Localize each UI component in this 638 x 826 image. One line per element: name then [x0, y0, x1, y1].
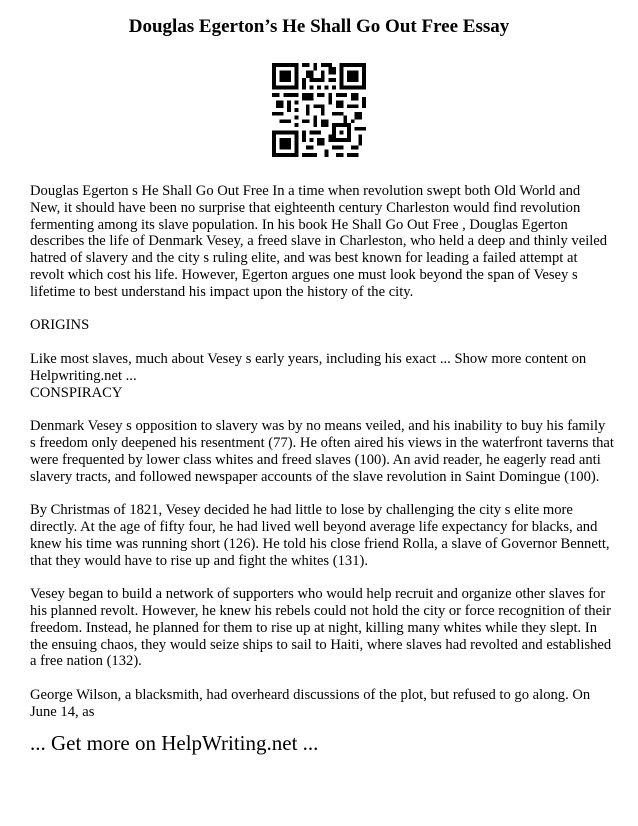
section-heading-origins: ORIGINS	[30, 317, 90, 334]
essay-body	[30, 183, 614, 737]
section-heading-conspiracy: CONSPIRACY	[30, 384, 123, 401]
document-title: Douglas Egerton’s He Shall Go Out Free Essay	[128, 16, 510, 37]
paragraph-origins: Like most slaves, much about Vesey s early years, including his exact ... Show more content on Helpwriting.net ...	[30, 350, 587, 384]
paragraph-intro: Douglas Egerton s He Shall Go Out Free In a time when revolution swept both Old World and New, it should have been no surprise that eighteenth century Charleston would find revolution fermenting among its slave population. In his book He Shall Go Out Free , Douglas Egerton describes the life of Denmark Vesey, a freed slave in Charleston, who held a deep and thinly veiled hatred of slavery and the city s ruling elite, and was best known for leading a failed attempt at revolt which cost his life. However, Egerton argues one must look beyond the span of Vesey s lifetime to best understand his impact upon the history of the city.	[30, 183, 608, 300]
qr-code-icon	[272, 63, 366, 157]
get-more-link[interactable]: ... Get more on HelpWriting.net ...	[30, 731, 319, 755]
paragraph-christmas-1821: By Christmas of 1821, Vesey decided he had little to lose by challenging the city s elite more directly. At the age of fifty four, he had lived well beyond average life expectancy for blacks, and knew his time was running short (126). He told his close friend Rolla, a slave of Governor Bennett, that they would have to rise up and fight the whites (131).	[30, 502, 610, 569]
paragraph-opposition: Denmark Vesey s opposition to slavery was by no means veiled, and his inability to buy his family s freedom only deepened his resentment (77). He often aired his views in the waterfront taverns that were frequented by lower class whites and freed slaves (100). An avid reader, he eagerly read anti slavery tracts, and followed newspaper accounts of the slave revolution in Saint Domingue (100).	[30, 418, 614, 485]
paragraph-network: Vesey began to build a network of supporters who would help recruit and organize other slaves for his planned revolt. However, he knew his rebels could not hold the city or force recognition of their freedom. Instead, he planned for them to rise up at night, killing many whites while they slept. In the ensuing chaos, they would seize ships to sail to Haiti, where slaves had revolted and established a free nation (132).	[30, 586, 612, 670]
paragraph-george-wilson: George Wilson, a blacksmith, had overheard discussions of the plot, but refused to go along. On June 14, as	[30, 686, 591, 720]
